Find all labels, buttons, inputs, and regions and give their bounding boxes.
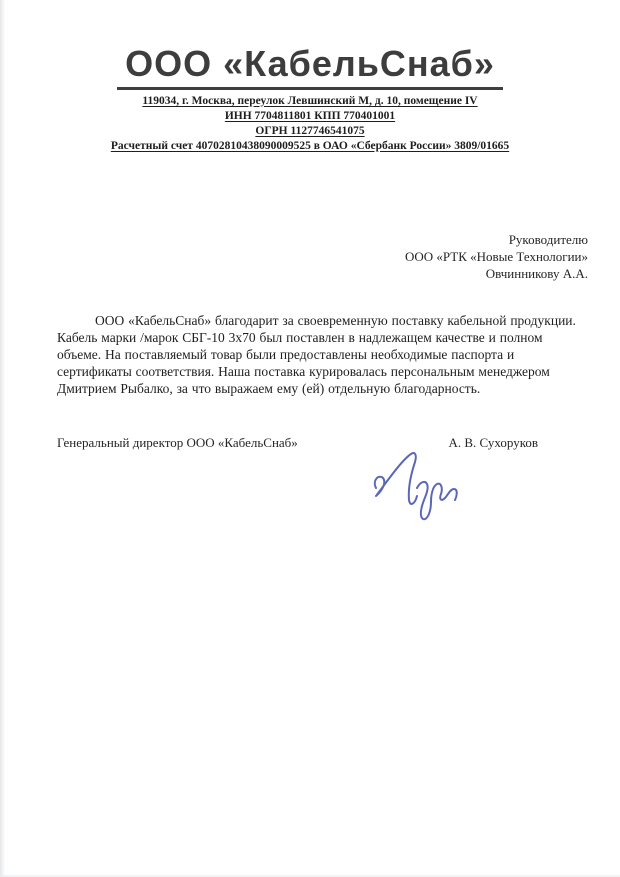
recipient-company: ООО «РТК «Новые Технологии» (404, 249, 588, 264)
recipient-person: Овчинникову А.А. (485, 266, 588, 281)
letter-body: ООО «КабельСнаб» благодарит за своевременную поставку кабельной продукции. Кабель марки /марок СБГ-10 3х70 был поставлен в надлежащем качестве и полном объеме. На поставляемый товар были предоставлены необходимые паспорта и сертификаты соответствия. Наша поставка курировалась персональным менеджером Дмитрием Рыбалко, за что выражаем ему (ей) отдельную благодарность. (57, 313, 576, 396)
company-bank-account: Расчетный счет 40702810438090009525 в ОАО «Сбербанк России» 3809/01665 (110, 139, 510, 152)
company-address: 119034, г. Москва, переулок Левшинский М, д. 10, помещение IV (142, 94, 478, 107)
company-ogrn: ОГРН 1127746541075 (255, 124, 365, 137)
letterhead-details (0, 94, 620, 154)
company-name: ООО «КабельСнаб» (117, 44, 503, 90)
company-inn-kpp: ИНН 7704811801 КПП 770401001 (224, 109, 396, 122)
recipient-position: Руководителю (508, 232, 588, 247)
recipient-block (405, 231, 588, 282)
signer-name: А. В. Сухоруков (448, 435, 538, 450)
signer-title: Генеральный директор ООО «КабельСнаб» (57, 435, 298, 450)
handwritten-signature-icon (362, 448, 472, 533)
letterhead (0, 44, 620, 154)
